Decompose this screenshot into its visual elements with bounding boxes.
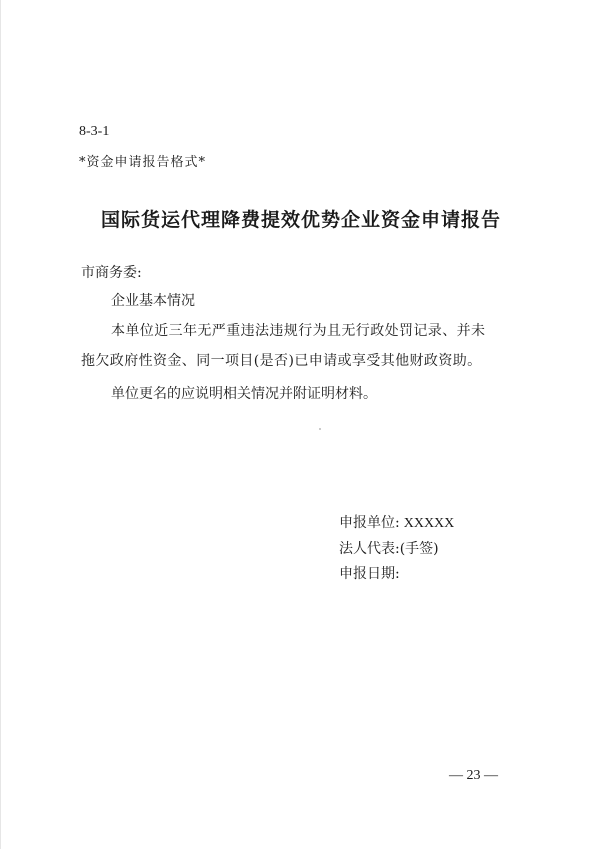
addressee: 市商务委: bbox=[81, 265, 142, 281]
paragraph-basic-info: 企业基本情况 bbox=[111, 293, 195, 309]
signature-unit bbox=[339, 512, 454, 532]
signature-unit-value: XXXXX bbox=[403, 516, 455, 531]
paragraph-declaration-line1: 本单位近三年无严重违法违规行为且无行政处罚记录、并未 bbox=[111, 323, 486, 339]
format-label: *资金申请报告格式* bbox=[79, 155, 207, 170]
page-title: 国际货运代理降费提效优势企业资金申请报告 bbox=[100, 209, 501, 231]
signature-date-label: 申报日期: bbox=[339, 566, 400, 582]
signature-rep-label: 法人代表: bbox=[339, 541, 400, 557]
scan-speck bbox=[319, 428, 321, 430]
signature-rep-value: (手签) bbox=[399, 541, 439, 557]
signature-date bbox=[339, 563, 400, 583]
signature-unit-label: 申报单位: bbox=[339, 515, 400, 531]
paragraph-rename: 单位更名的应说明相关情况并附证明材料。 bbox=[111, 386, 377, 402]
page-number: — 23 — bbox=[449, 768, 498, 783]
document-code: 8-3-1 bbox=[79, 124, 110, 139]
paragraph-declaration-line2: 拖欠政府性资金、同一项目(是否)已申请或享受其他财政资助。 bbox=[81, 353, 482, 369]
signature-rep bbox=[339, 538, 439, 558]
